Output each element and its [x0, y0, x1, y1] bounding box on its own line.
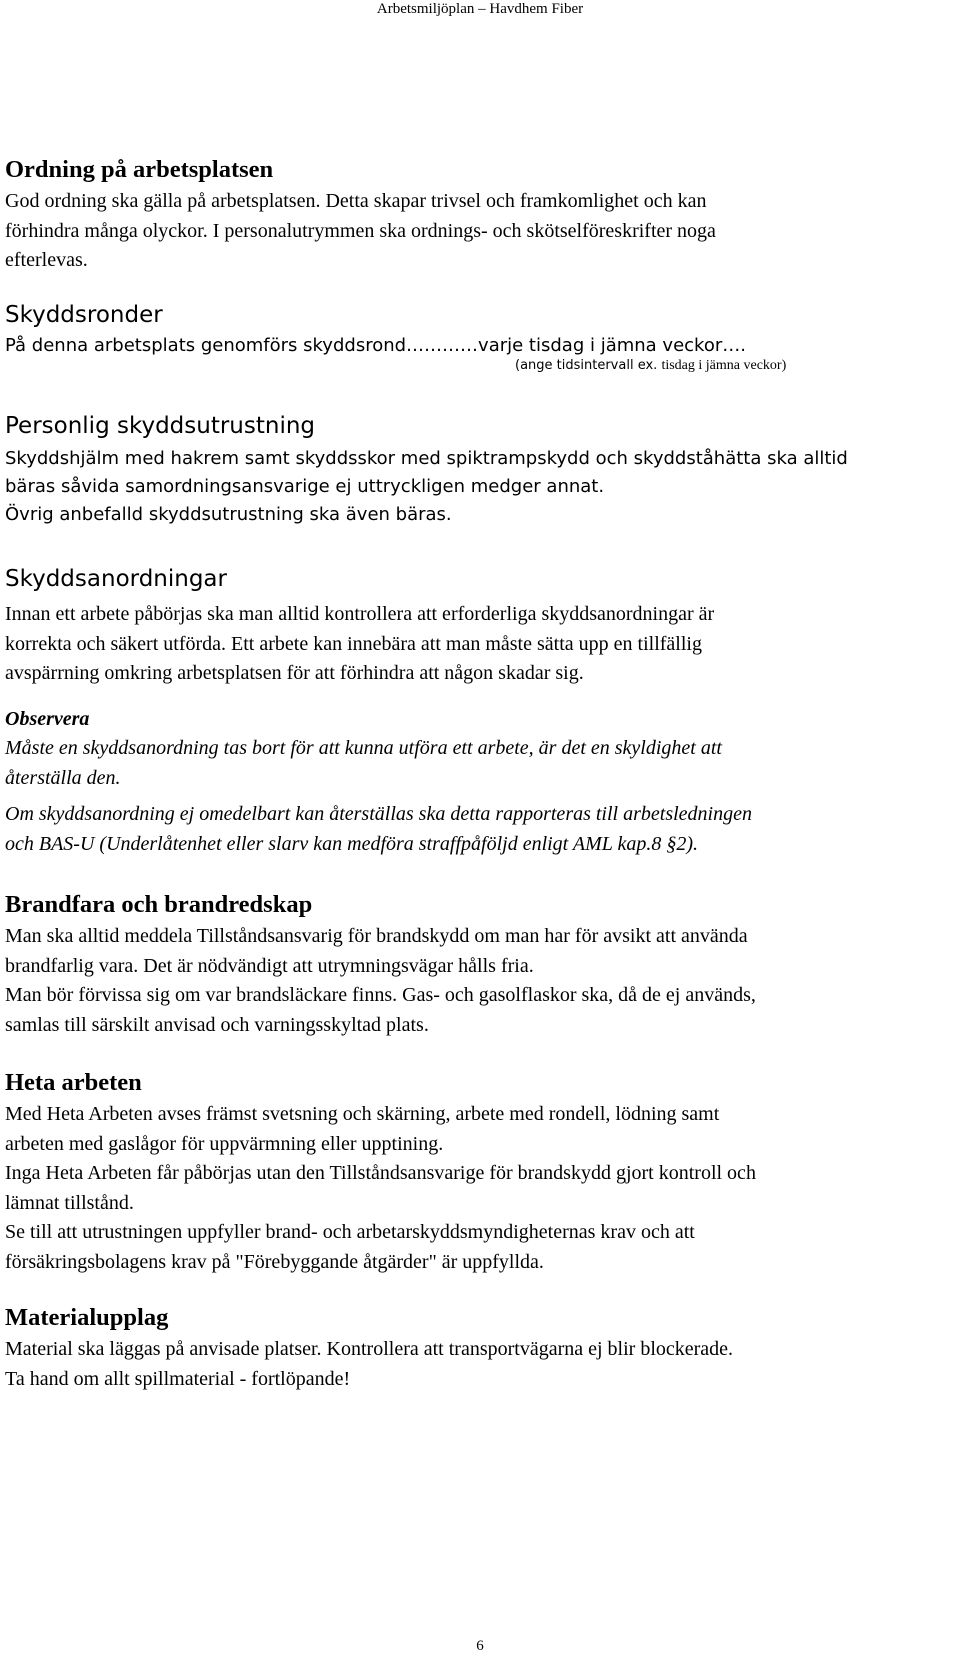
paragraph-line: Se till att utrustningen uppfyller brand- och arbetarskyddsmyndigheternas krav och att — [5, 1221, 695, 1243]
section-skyddsronder — [5, 298, 950, 374]
section-personlig — [5, 409, 950, 529]
page-number: 6 — [476, 1638, 484, 1654]
paragraph-line: Ta hand om allt spillmaterial - fortlöpande! — [5, 1367, 351, 1390]
paragraph-line: Måste en skyddsanordning tas bort för att kunna utföra ett arbete, är det en skyldighet att — [5, 737, 722, 759]
paragraph-line: Skyddshjälm med hakrem samt skyddsskor med spiktrampskydd och skyddståhätta ska alltid — [5, 448, 848, 469]
section-heta — [5, 1066, 950, 1277]
section-heading: Ordning på arbetsplatsen — [5, 156, 274, 183]
paragraph-line: brandfarlig vara. Det är nödvändigt att utrymningsvägar hålls fria. — [5, 954, 534, 977]
section-heading: Skyddsronder — [5, 302, 163, 328]
section-observera — [5, 705, 950, 859]
note-line — [5, 358, 950, 374]
paragraph-line: Om skyddsanordning ej omedelbart kan återställas ska detta rapporteras till arbetsledningen — [5, 803, 752, 825]
paragraph-line: Innan ett arbete påbörjas ska man alltid kontrollera att erforderliga skyddsanordningar är — [5, 603, 715, 625]
note-part: tisdag i jämna veckor) — [661, 358, 787, 373]
section-heading: Personlig skyddsutrustning — [5, 413, 316, 439]
paragraph-line: Inga Heta Arbeten får påbörjas utan den Tillståndsansvarige för brandskydd gjort kontroll och — [5, 1162, 756, 1184]
paragraph-line: återställa den. — [5, 766, 121, 789]
section-heading: Heta arbeten — [5, 1069, 142, 1096]
paragraph-line: På denna arbetsplats genomförs skyddsrond…………varje tisdag i jämna veckor…. — [5, 335, 746, 356]
paragraph-line: försäkringsbolagens krav på "Förebyggande åtgärder" är uppfyllda. — [5, 1250, 544, 1273]
section-material — [5, 1301, 950, 1394]
paragraph-line: korrekta och säkert utförda. Ett arbete kan innebära att man måste sätta upp en tillfällig — [5, 632, 702, 655]
paragraph-line: God ordning ska gälla på arbetsplatsen. Detta skapar trivsel och framkomlighet och kan — [5, 190, 707, 212]
section-heading: Observera — [5, 708, 90, 730]
paragraph-line: Övrig anbefalld skyddsutrustning ska även bäras. — [5, 504, 452, 525]
paragraph-line: förhindra många olyckor. I personalutrymmen ska ordnings- och skötselföreskrifter noga — [5, 219, 716, 242]
paragraph-line: bäras såvida samordningsansvarige ej uttryckligen medger annat. — [5, 476, 605, 497]
paragraph-line: Med Heta Arbeten avses främst svetsning och skärning, arbete med rondell, lödning samt — [5, 1103, 720, 1125]
section-skyddsanordningar — [5, 562, 950, 689]
note-part: (ange tidsintervall ex. — [515, 358, 658, 373]
section-heading: Skyddsanordningar — [5, 566, 227, 592]
section-heading: Brandfara och brandredskap — [5, 891, 313, 918]
paragraph-line: efterlevas. — [5, 249, 88, 271]
section-ordning — [5, 153, 950, 276]
paragraph-line: samlas till särskilt anvisad och varningsskyltad plats. — [5, 1013, 429, 1036]
section-brandfara — [5, 888, 950, 1040]
paragraph-line: Man ska alltid meddela Tillståndsansvarig för brandskydd om man har för avsikt att använda — [5, 925, 748, 947]
paragraph-line: Material ska läggas på anvisade platser. Kontrollera att transportvägarna ej blir blockerade. — [5, 1338, 734, 1360]
paragraph-line: arbeten med gaslågor för uppvärmning eller upptining. — [5, 1132, 444, 1155]
paragraph-line: avspärrning omkring arbetsplatsen för att förhindra att någon skadar sig. — [5, 662, 584, 684]
paragraph-line: Man bör förvissa sig om var brandsläckare finns. Gas- och gasolflaskor ska, då de ej används, — [5, 984, 756, 1006]
page-header: Arbetsmiljöplan – Havdhem Fiber — [376, 1, 584, 17]
paragraph-line: och BAS-U (Underlåtenhet eller slarv kan medföra straffpåföljd enligt AML kap.8 §2). — [5, 832, 699, 855]
paragraph-line: lämnat tillstånd. — [5, 1191, 134, 1214]
section-heading: Materialupplag — [5, 1304, 169, 1331]
